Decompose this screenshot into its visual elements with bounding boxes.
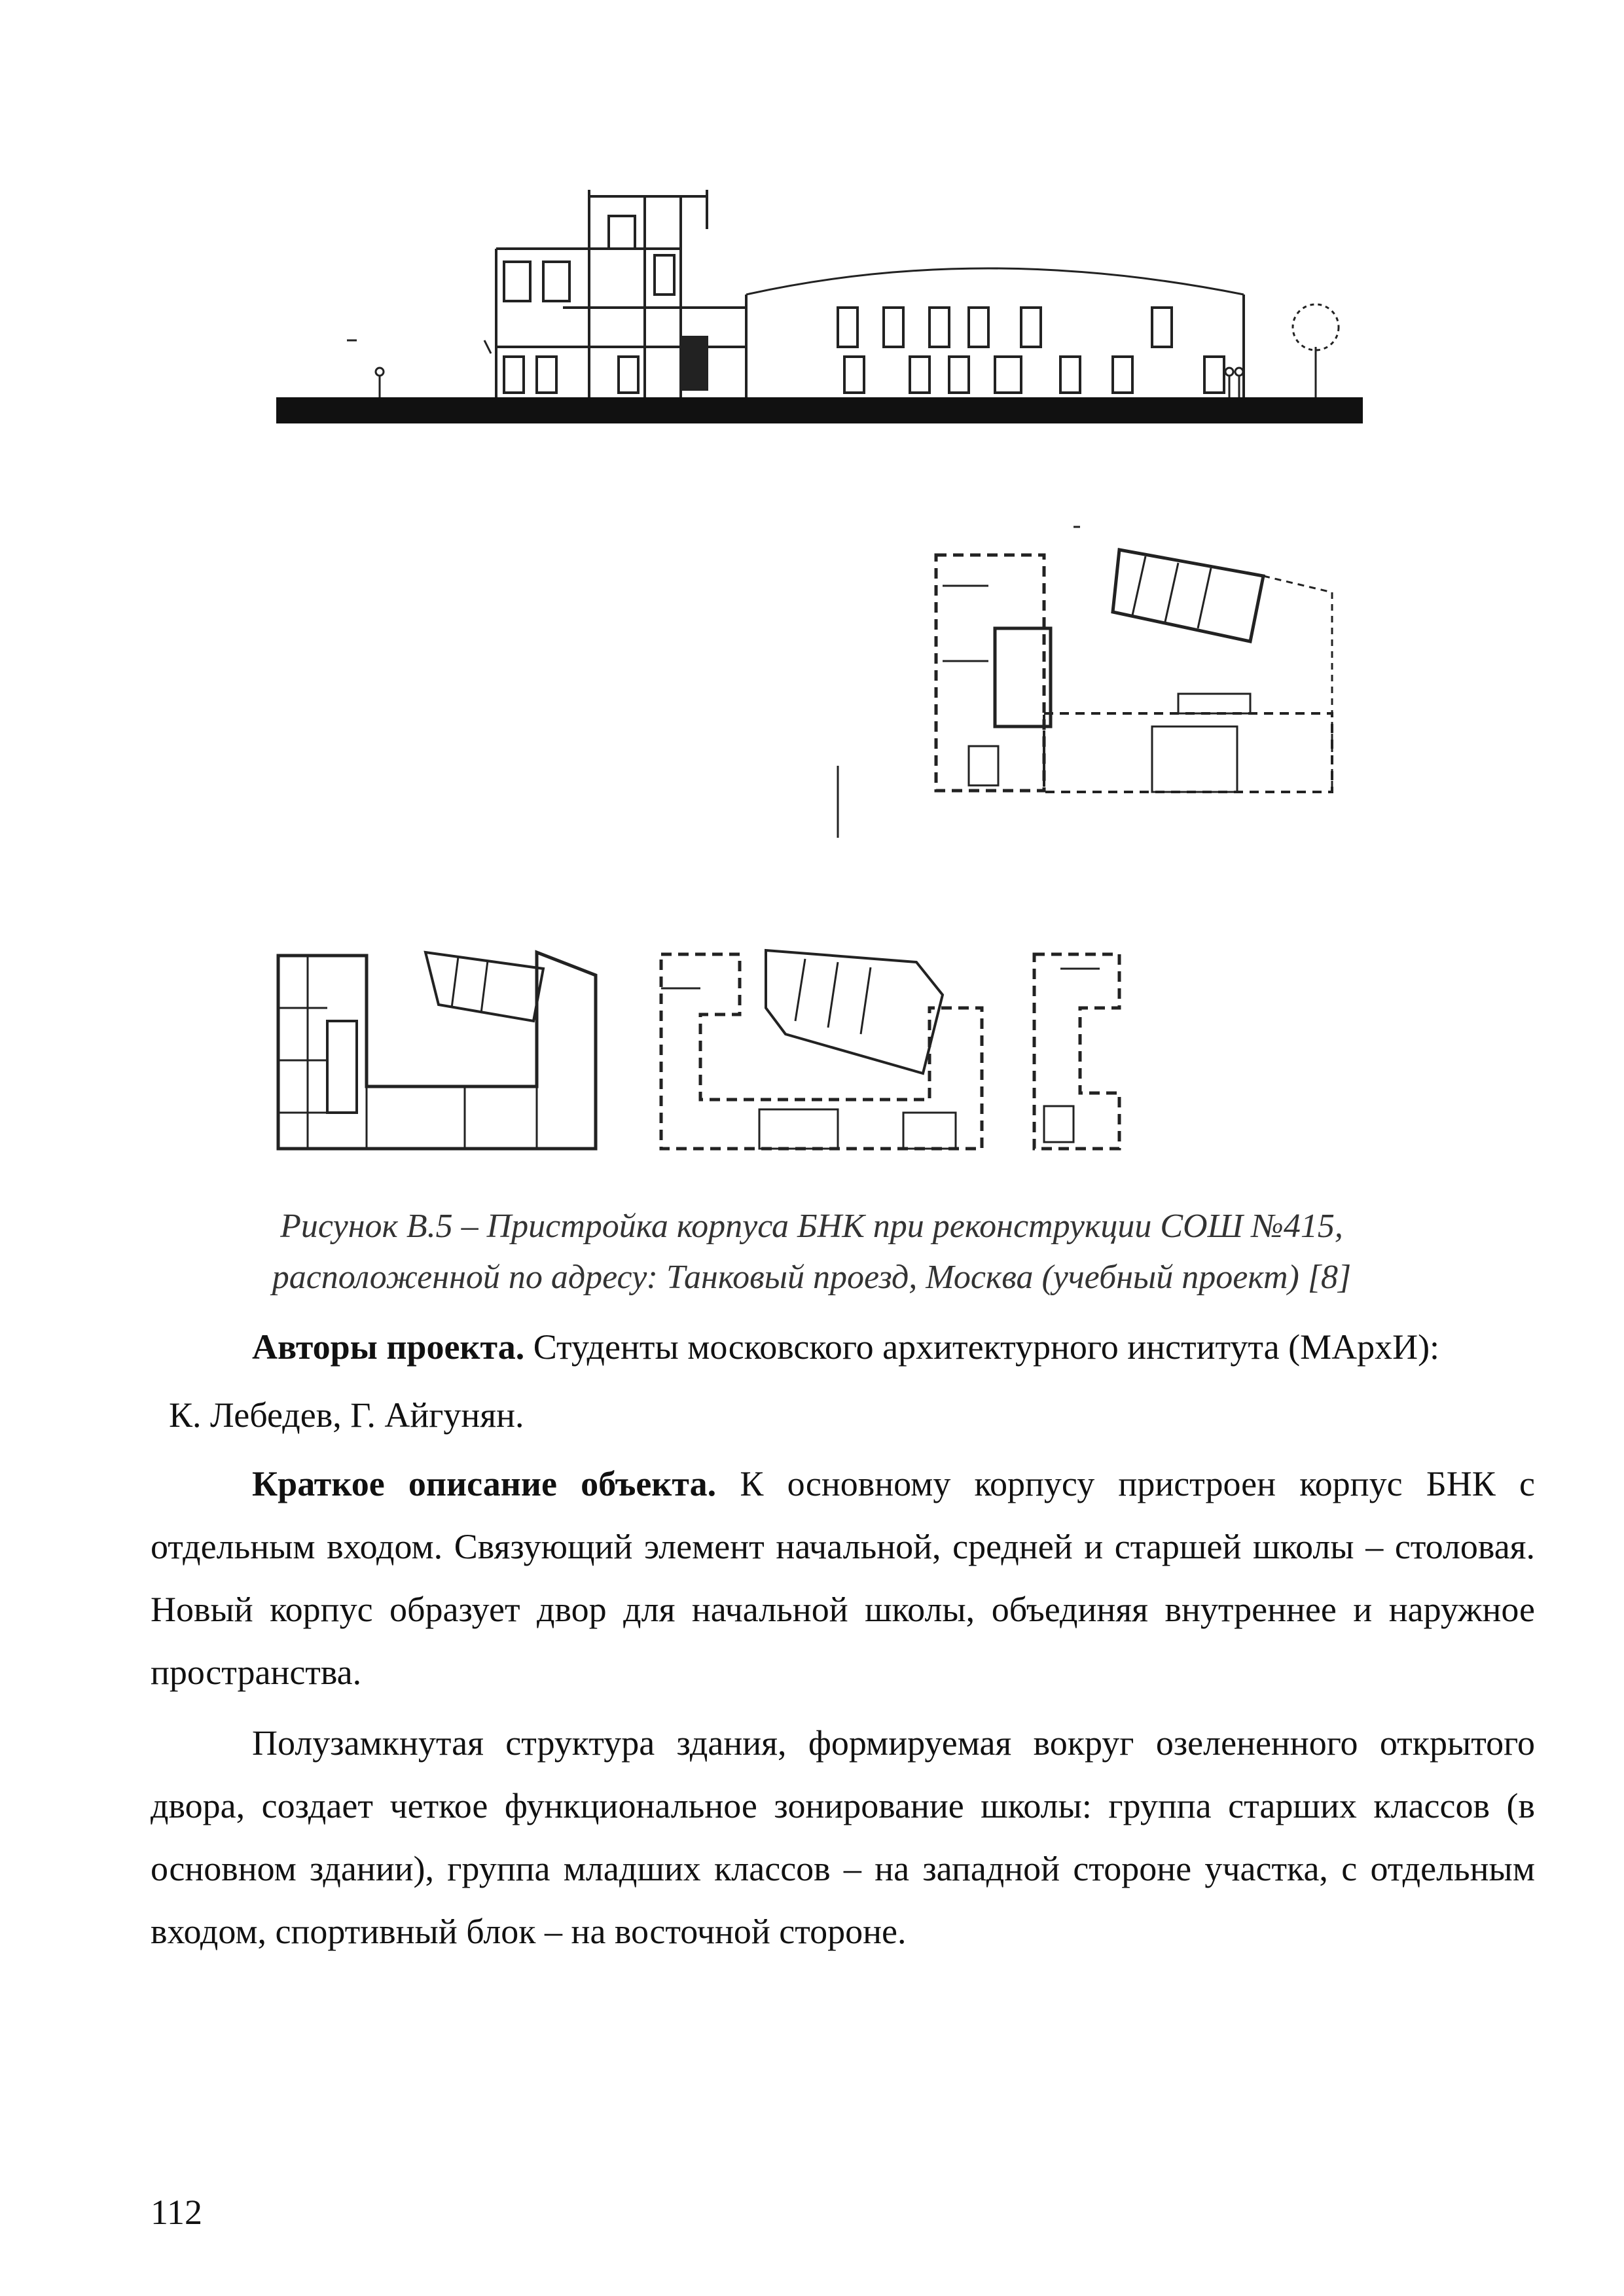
plan-upper [838,527,1332,838]
authors-label: Авторы проекта. [252,1327,525,1367]
description-text: К основному корпусу пристроен корпус БНК с отдельным входом. Связующий элемент начальной, средней и старшей школы – столовая. Новый корпус образует двор для начальной школы, объединяя внутреннее и наружное пространства. [151,1464,1535,1692]
authors-text: Студенты московского архитектурного института (МАрхИ): [524,1327,1440,1367]
authors-paragraph [151,1316,1535,1378]
figure-caption [151,1201,1473,1303]
building-elevation [276,190,1363,423]
plan-second-floor [1034,954,1119,1149]
caption-line-1: Рисунок В.5 – Пристройка корпуса БНК при реконструкции СОШ №415, [280,1208,1343,1245]
structure-paragraph: Полузамкнутая структура здания, формируемая вокруг озелененного открытого двора, создает четкое функциональное зонирование школы: группа старших классов (в основном здании), группа младших классов – на западной стороне участка, с отдельным входом, спортивный блок – на восточной стороне. [151,1723,1535,1951]
description-paragraph [151,1452,1535,1704]
plan-first-floor [661,950,982,1149]
page-number: 112 [151,2193,202,2232]
plan-ground-floor [278,952,596,1149]
ground-line [276,397,1363,423]
description-label: Краткое описание объекта. [252,1464,717,1503]
elevation-wing [746,268,1244,397]
elevation-main-block [496,190,746,397]
authors-names: К. Лебедев, Г. Айгунян. [169,1395,524,1435]
caption-line-2: расположенной по адресу: Танковый проезд, Москва (учебный проект) [8] [272,1259,1352,1296]
